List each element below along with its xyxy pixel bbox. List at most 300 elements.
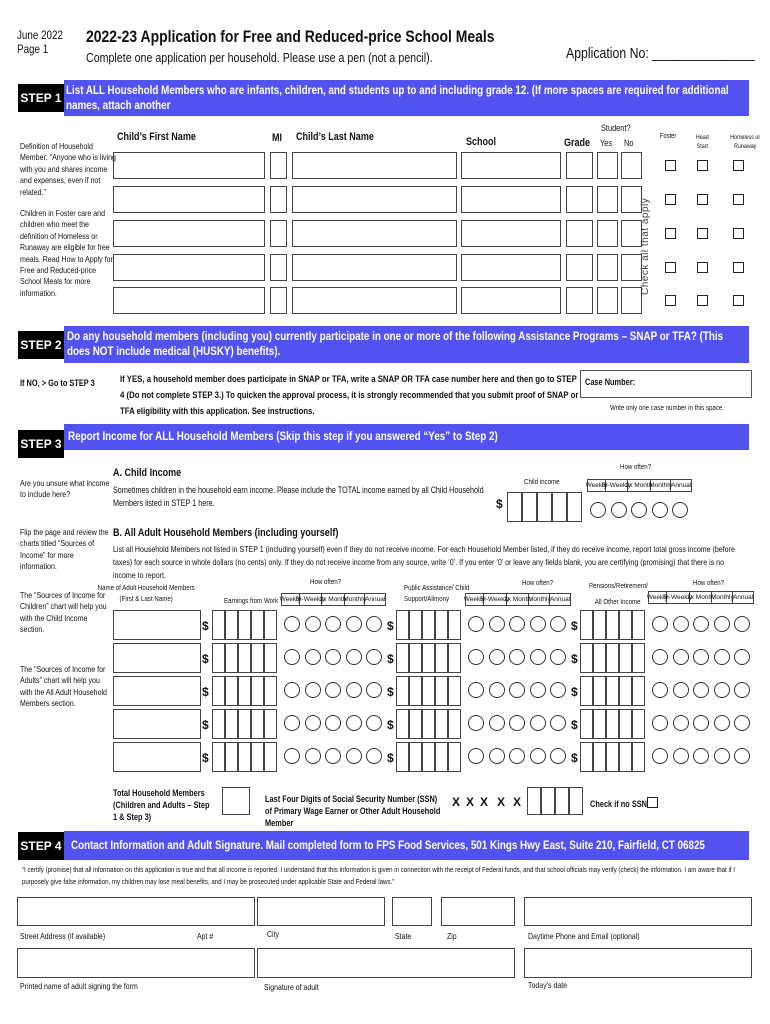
how-often-pension: How often? <box>693 578 725 587</box>
freq-label-annual: Annual <box>549 596 571 603</box>
col-homeless: Homeless or Runaway <box>730 134 761 150</box>
freq-label-monthly: Monthly <box>527 596 551 603</box>
student-yes: Yes <box>600 138 613 148</box>
public-frequency-option[interactable] <box>550 616 566 632</box>
other-income-digit[interactable] <box>632 676 645 706</box>
col-last-name: Child’s Last Name <box>296 131 374 143</box>
homeless-checkbox[interactable] <box>733 228 744 239</box>
adult-income-chart-note: The “Sources of Income for Adults” chart will help you with the All Adult Household Members section. <box>20 664 107 709</box>
other-income-digit[interactable] <box>593 643 606 673</box>
printed-name-field[interactable] <box>17 948 255 978</box>
work-frequency-option[interactable] <box>325 715 341 731</box>
foster-checkbox[interactable] <box>665 262 676 273</box>
child-last-name-field[interactable] <box>292 186 457 213</box>
other-frequency-option[interactable] <box>693 748 709 764</box>
col-foster: Foster <box>660 133 677 140</box>
ssn-digit[interactable] <box>555 787 569 815</box>
work-frequency-option[interactable] <box>325 682 341 698</box>
step3-banner <box>64 424 749 450</box>
child-mi-field[interactable] <box>270 287 287 314</box>
col-adult-name: Name of Adult Household Members (First & Last Name) <box>97 583 195 603</box>
adult-name-field[interactable] <box>113 676 201 706</box>
public-frequency-option[interactable] <box>468 682 484 698</box>
child-frequency-option[interactable] <box>652 502 668 518</box>
freq-label-annual: Annual <box>671 482 692 489</box>
child-first-name-field[interactable] <box>113 220 265 247</box>
work-income-digit[interactable] <box>212 742 225 772</box>
public-frequency-option[interactable] <box>530 748 546 764</box>
work-frequency-option[interactable] <box>284 682 300 698</box>
public-frequency-option[interactable] <box>509 616 525 632</box>
work-income-digit[interactable] <box>264 742 277 772</box>
foster-checkbox[interactable] <box>665 295 676 306</box>
work-income-digit[interactable] <box>238 610 251 640</box>
foster-checkbox[interactable] <box>665 160 676 171</box>
col-public-assistance: Public Assistance/ Child Support/Alimony <box>404 583 470 603</box>
homeless-checkbox[interactable] <box>733 160 744 171</box>
work-dollar-sign: $ <box>202 718 209 732</box>
other-income-digit[interactable] <box>580 742 593 772</box>
no-ssn-label: Check if no SSN <box>590 799 648 809</box>
child-income-digit[interactable] <box>507 492 522 522</box>
student-yes-box[interactable] <box>597 254 618 281</box>
other-income-digit[interactable] <box>619 742 632 772</box>
work-frequency-option[interactable] <box>284 649 300 665</box>
other-income-digit[interactable] <box>606 676 619 706</box>
public-income-digit[interactable] <box>409 643 422 673</box>
public-income-digit[interactable] <box>409 676 422 706</box>
work-frequency-option[interactable] <box>305 748 321 764</box>
work-income-digit[interactable] <box>238 709 251 739</box>
other-frequency-option[interactable] <box>734 616 750 632</box>
student-yes-box[interactable] <box>597 220 618 247</box>
child-income-digit[interactable] <box>522 492 537 522</box>
freq-label-weekly: Weekly <box>463 596 485 603</box>
child-mi-field[interactable] <box>270 220 287 247</box>
step3-title: Report Income for ALL Household Members (Skip this step if you answered “Yes” to Step 2) <box>68 429 498 443</box>
student-yes-box[interactable] <box>597 152 618 179</box>
date-label: Today’s date <box>528 980 568 990</box>
other-frequency-option[interactable] <box>734 649 750 665</box>
head-start-checkbox[interactable] <box>697 262 708 273</box>
public-income-digit[interactable] <box>409 709 422 739</box>
other-income-digit[interactable] <box>619 643 632 673</box>
other-frequency-option[interactable] <box>652 682 668 698</box>
other-frequency-option[interactable] <box>714 616 730 632</box>
step1-banner <box>64 80 749 116</box>
adult-name-field[interactable] <box>113 643 201 673</box>
freq-label-2xmonth: 2x Month <box>319 596 347 603</box>
how-often-public: How often? <box>522 578 554 587</box>
other-income-digit[interactable] <box>580 676 593 706</box>
child-frequency-option[interactable] <box>611 502 627 518</box>
work-income-digit[interactable] <box>264 643 277 673</box>
other-income-digit[interactable] <box>606 742 619 772</box>
public-income-digit[interactable] <box>396 676 409 706</box>
public-frequency-option[interactable] <box>530 616 546 632</box>
step4-banner <box>64 831 749 860</box>
work-frequency-option[interactable] <box>346 748 362 764</box>
public-frequency-option[interactable] <box>468 649 484 665</box>
total-members-field[interactable] <box>222 787 250 815</box>
grade-field[interactable] <box>566 287 593 314</box>
work-income-digit[interactable] <box>264 709 277 739</box>
other-frequency-option[interactable] <box>693 682 709 698</box>
work-frequency-option[interactable] <box>325 748 341 764</box>
public-income-digit[interactable] <box>422 643 435 673</box>
work-frequency-option[interactable] <box>366 616 382 632</box>
ssn-label: Last Four Digits of Social Security Number (SSN) of Primary Wage Earner or Other Adult Household Member <box>265 794 441 828</box>
student-yes-box[interactable] <box>597 186 618 213</box>
public-dollar-sign: $ <box>387 652 394 666</box>
public-frequency-option[interactable] <box>468 748 484 764</box>
col-pension-other: Pensions/Retirement/ All Other Income <box>589 581 648 606</box>
other-income-digit[interactable] <box>593 742 606 772</box>
other-income-digit[interactable] <box>632 742 645 772</box>
other-income-digit[interactable] <box>619 676 632 706</box>
other-income-digit[interactable] <box>606 643 619 673</box>
student-no-box[interactable] <box>621 287 642 314</box>
work-income-digit[interactable] <box>238 643 251 673</box>
public-frequency-option[interactable] <box>509 715 525 731</box>
public-frequency-option[interactable] <box>468 616 484 632</box>
freq-label-weekly: Weekly <box>646 594 668 601</box>
work-frequency-option[interactable] <box>284 616 300 632</box>
freq-label-2xmonth: 2x Month <box>625 482 653 489</box>
apt-label: Apt # <box>197 931 214 941</box>
public-frequency-option[interactable] <box>489 715 505 731</box>
flip-page-note: Flip the page and review the charts titled “Sources of Income” for more information. <box>20 527 109 572</box>
ssn-mask-x: X <box>497 795 506 809</box>
public-income-digit[interactable] <box>448 742 461 772</box>
work-income-digit[interactable] <box>251 643 264 673</box>
freq-label-2xmonth: 2x Month <box>687 594 714 601</box>
check-all-that-apply: Check all that apply <box>640 197 651 295</box>
foster-homeless-note: Children in Foster care and children who meet the definition of Homeless or Runaway are eligible for free meals. Read How to Apply for Free and Reduced-price School Meals for more information. <box>20 208 113 298</box>
child-last-name-field[interactable] <box>292 152 457 179</box>
public-income-digit[interactable] <box>448 709 461 739</box>
other-frequency-option[interactable] <box>652 616 668 632</box>
child-mi-field[interactable] <box>270 186 287 213</box>
public-frequency-option[interactable] <box>489 748 505 764</box>
work-income-digit[interactable] <box>225 643 238 673</box>
child-first-name-field[interactable] <box>113 287 265 314</box>
child-first-name-field[interactable] <box>113 254 265 281</box>
work-dollar-sign: $ <box>202 685 209 699</box>
grade-field[interactable] <box>566 186 593 213</box>
adult-income-text: List all Household Members not listed in STEP 1 (including yourself) even if they do not receive income. For each Household Member listed, if they do receive income, report total gross income (before taxes) for each source in whole dollars (no cents) only. If they do not receive income from any source, write ‘0’. If you enter ‘0’ or leave any fields blank, you are certifying (promising) that there is no income to report. <box>113 544 735 580</box>
work-frequency-option[interactable] <box>366 748 382 764</box>
other-frequency-option[interactable] <box>714 715 730 731</box>
work-income-digit[interactable] <box>225 742 238 772</box>
public-dollar-sign: $ <box>387 718 394 732</box>
homeless-checkbox[interactable] <box>733 295 744 306</box>
page-number: Page 1 <box>17 42 49 56</box>
public-frequency-option[interactable] <box>530 682 546 698</box>
other-frequency-option[interactable] <box>652 748 668 764</box>
step2-if-yes: If YES, a household member does participate in SNAP or TFA, write a SNAP OR TFA case number here and then go to STEP 4 (Do not complete STEP 3.) To quicken the approval process, it is strongly recommended that you submit proof of SNAP or TFA eligibility with this application. See instructions. <box>120 374 579 417</box>
child-mi-field[interactable] <box>270 254 287 281</box>
state-label: State <box>395 931 412 941</box>
child-income-digit[interactable] <box>567 492 582 522</box>
application-number: Application No: _______________ <box>566 45 755 62</box>
ssn-digit[interactable] <box>541 787 555 815</box>
other-income-digit[interactable] <box>593 676 606 706</box>
public-income-digit[interactable] <box>435 709 448 739</box>
form-date: June 2022 <box>17 28 63 42</box>
other-dollar-sign: $ <box>571 652 578 666</box>
how-often-work: How often? <box>310 577 342 586</box>
freq-label-weekly: Weekly <box>585 482 607 489</box>
public-income-digit[interactable] <box>435 742 448 772</box>
ssn-mask-x: X <box>452 795 461 809</box>
work-income-digit[interactable] <box>225 709 238 739</box>
child-last-name-field[interactable] <box>292 220 457 247</box>
public-frequency-option[interactable] <box>550 715 566 731</box>
public-income-digit[interactable] <box>435 610 448 640</box>
student-no-box[interactable] <box>621 220 642 247</box>
public-income-digit[interactable] <box>422 742 435 772</box>
public-income-digit[interactable] <box>422 676 435 706</box>
other-income-digit[interactable] <box>606 709 619 739</box>
work-frequency-option[interactable] <box>366 715 382 731</box>
other-frequency-option[interactable] <box>734 682 750 698</box>
col-first-name: Child’s First Name <box>117 131 196 143</box>
other-frequency-option[interactable] <box>693 715 709 731</box>
work-income-digit[interactable] <box>212 643 225 673</box>
child-last-name-field[interactable] <box>292 287 457 314</box>
work-frequency-option[interactable] <box>284 715 300 731</box>
other-frequency-option[interactable] <box>673 649 689 665</box>
student-no-box[interactable] <box>621 152 642 179</box>
col-school: School <box>466 136 497 148</box>
state-field[interactable] <box>392 897 432 926</box>
work-frequency-option[interactable] <box>305 715 321 731</box>
work-income-digit[interactable] <box>225 610 238 640</box>
student-no-box[interactable] <box>621 186 642 213</box>
student-no-box[interactable] <box>621 254 642 281</box>
public-income-digit[interactable] <box>396 610 409 640</box>
frequency-header <box>648 591 754 604</box>
col-earnings-work: Earnings from Work <box>224 596 279 605</box>
work-income-digit[interactable] <box>264 610 277 640</box>
public-frequency-option[interactable] <box>509 649 525 665</box>
public-income-digit[interactable] <box>409 742 422 772</box>
other-frequency-option[interactable] <box>734 715 750 731</box>
school-field[interactable] <box>461 220 561 247</box>
work-income-digit[interactable] <box>225 676 238 706</box>
adult-name-field[interactable] <box>113 742 201 772</box>
no-ssn-checkbox[interactable] <box>647 797 658 808</box>
foster-checkbox[interactable] <box>665 228 676 239</box>
school-field[interactable] <box>461 186 561 213</box>
other-frequency-option[interactable] <box>714 682 730 698</box>
public-frequency-option[interactable] <box>509 748 525 764</box>
step3-label: STEP 3 <box>18 430 64 458</box>
city-label: City <box>267 929 280 939</box>
public-income-digit[interactable] <box>422 610 435 640</box>
work-income-digit[interactable] <box>212 676 225 706</box>
public-income-digit[interactable] <box>435 643 448 673</box>
work-income-digit[interactable] <box>264 676 277 706</box>
work-income-digit[interactable] <box>212 709 225 739</box>
work-frequency-option[interactable] <box>366 649 382 665</box>
work-income-digit[interactable] <box>251 610 264 640</box>
school-field[interactable] <box>461 287 561 314</box>
student-yes-box[interactable] <box>597 287 618 314</box>
child-income-chart-note: The “Sources of Income for Children” chart will help you with the Child Income section. <box>20 590 107 635</box>
ssn-digit[interactable] <box>569 787 583 815</box>
public-frequency-option[interactable] <box>468 715 484 731</box>
work-income-digit[interactable] <box>251 676 264 706</box>
work-frequency-option[interactable] <box>366 682 382 698</box>
work-income-digit[interactable] <box>238 676 251 706</box>
other-frequency-option[interactable] <box>652 649 668 665</box>
street-address-field[interactable] <box>17 897 255 926</box>
head-start-checkbox[interactable] <box>697 295 708 306</box>
work-income-digit[interactable] <box>251 709 264 739</box>
child-income-title: A. Child Income <box>113 467 182 479</box>
public-frequency-option[interactable] <box>550 649 566 665</box>
other-income-digit[interactable] <box>580 709 593 739</box>
child-frequency-option[interactable] <box>672 502 688 518</box>
child-income-digit[interactable] <box>552 492 567 522</box>
child-first-name-field[interactable] <box>113 186 265 213</box>
public-frequency-option[interactable] <box>530 715 546 731</box>
step2-label: STEP 2 <box>18 331 64 359</box>
grade-field[interactable] <box>566 152 593 179</box>
form-title: 2022-23 Application for Free and Reduced-price School Meals <box>86 27 495 46</box>
freq-label-monthly: Monthly <box>343 596 366 603</box>
frequency-header <box>465 593 571 606</box>
work-frequency-option[interactable] <box>325 649 341 665</box>
public-income-digit[interactable] <box>422 709 435 739</box>
other-frequency-option[interactable] <box>714 649 730 665</box>
phone-email-label: Daytime Phone and Email (optional) <box>528 931 640 941</box>
adult-name-field[interactable] <box>113 610 201 640</box>
date-field[interactable] <box>524 948 752 978</box>
other-frequency-option[interactable] <box>652 715 668 731</box>
public-frequency-option[interactable] <box>489 649 505 665</box>
freq-label-2xmonth: 2x Month <box>504 596 531 603</box>
public-frequency-option[interactable] <box>489 682 505 698</box>
step2-if-no: If NO, > Go to STEP 3 <box>20 378 95 388</box>
ssn-digit[interactable] <box>527 787 541 815</box>
work-frequency-option[interactable] <box>305 649 321 665</box>
other-frequency-option[interactable] <box>693 616 709 632</box>
child-income-label: Child income <box>524 477 560 486</box>
other-frequency-option[interactable] <box>714 748 730 764</box>
homeless-checkbox[interactable] <box>733 194 744 205</box>
city-field[interactable] <box>257 897 385 926</box>
head-start-checkbox[interactable] <box>697 160 708 171</box>
public-frequency-option[interactable] <box>509 682 525 698</box>
other-income-digit[interactable] <box>593 610 606 640</box>
other-income-digit[interactable] <box>580 610 593 640</box>
school-field[interactable] <box>461 254 561 281</box>
other-frequency-option[interactable] <box>673 616 689 632</box>
school-field[interactable] <box>461 152 561 179</box>
grade-field[interactable] <box>566 254 593 281</box>
work-frequency-option[interactable] <box>346 682 362 698</box>
public-frequency-option[interactable] <box>489 616 505 632</box>
other-income-digit[interactable] <box>632 610 645 640</box>
foster-checkbox[interactable] <box>665 194 676 205</box>
public-income-digit[interactable] <box>448 676 461 706</box>
work-income-digit[interactable] <box>238 742 251 772</box>
phone-email-field[interactable] <box>524 897 752 926</box>
public-income-digit[interactable] <box>409 610 422 640</box>
step4-label: STEP 4 <box>18 832 64 860</box>
zip-field[interactable] <box>441 897 515 926</box>
child-income-digit[interactable] <box>537 492 552 522</box>
other-income-digit[interactable] <box>593 709 606 739</box>
other-dollar-sign: $ <box>571 619 578 633</box>
other-income-digit[interactable] <box>632 709 645 739</box>
child-frequency-option[interactable] <box>590 502 606 518</box>
household-member-definition: Definition of Household Member: “Anyone who is living with you and shares income and expenses, even if not related.” <box>20 141 116 197</box>
other-frequency-option[interactable] <box>734 748 750 764</box>
other-frequency-option[interactable] <box>693 649 709 665</box>
case-number-field[interactable] <box>580 370 752 398</box>
public-income-digit[interactable] <box>435 676 448 706</box>
child-mi-field[interactable] <box>270 152 287 179</box>
public-income-digit[interactable] <box>396 643 409 673</box>
public-income-digit[interactable] <box>396 709 409 739</box>
step1-label: STEP 1 <box>18 84 64 112</box>
public-income-digit[interactable] <box>396 742 409 772</box>
work-income-digit[interactable] <box>251 742 264 772</box>
public-frequency-option[interactable] <box>550 748 566 764</box>
work-frequency-option[interactable] <box>305 682 321 698</box>
other-frequency-option[interactable] <box>673 748 689 764</box>
other-frequency-option[interactable] <box>673 715 689 731</box>
work-frequency-option[interactable] <box>346 715 362 731</box>
work-income-digit[interactable] <box>212 610 225 640</box>
freq-label-monthly: Monthly <box>710 594 734 601</box>
other-income-digit[interactable] <box>619 610 632 640</box>
other-income-digit[interactable] <box>619 709 632 739</box>
work-dollar-sign: $ <box>202 619 209 633</box>
signature-field[interactable] <box>257 948 515 978</box>
work-frequency-option[interactable] <box>346 616 362 632</box>
head-start-checkbox[interactable] <box>697 228 708 239</box>
homeless-checkbox[interactable] <box>733 262 744 273</box>
other-income-digit[interactable] <box>606 610 619 640</box>
work-frequency-option[interactable] <box>325 616 341 632</box>
other-income-digit[interactable] <box>580 643 593 673</box>
public-frequency-option[interactable] <box>550 682 566 698</box>
adult-name-field[interactable] <box>113 709 201 739</box>
public-frequency-option[interactable] <box>530 649 546 665</box>
head-start-checkbox[interactable] <box>697 194 708 205</box>
child-last-name-field[interactable] <box>292 254 457 281</box>
public-income-digit[interactable] <box>448 643 461 673</box>
ssn-mask-x: X <box>466 795 475 809</box>
other-income-digit[interactable] <box>632 643 645 673</box>
child-first-name-field[interactable] <box>113 152 265 179</box>
other-frequency-option[interactable] <box>673 682 689 698</box>
public-income-digit[interactable] <box>448 610 461 640</box>
work-frequency-option[interactable] <box>305 616 321 632</box>
child-how-often: How often? <box>620 462 652 471</box>
total-members-label: Total Household Members (Children and Adults – Step 1 & Step 3) <box>113 788 210 822</box>
grade-field[interactable] <box>566 220 593 247</box>
public-dollar-sign: $ <box>387 751 394 765</box>
child-frequency-option[interactable] <box>631 502 647 518</box>
work-frequency-option[interactable] <box>346 649 362 665</box>
work-frequency-option[interactable] <box>284 748 300 764</box>
